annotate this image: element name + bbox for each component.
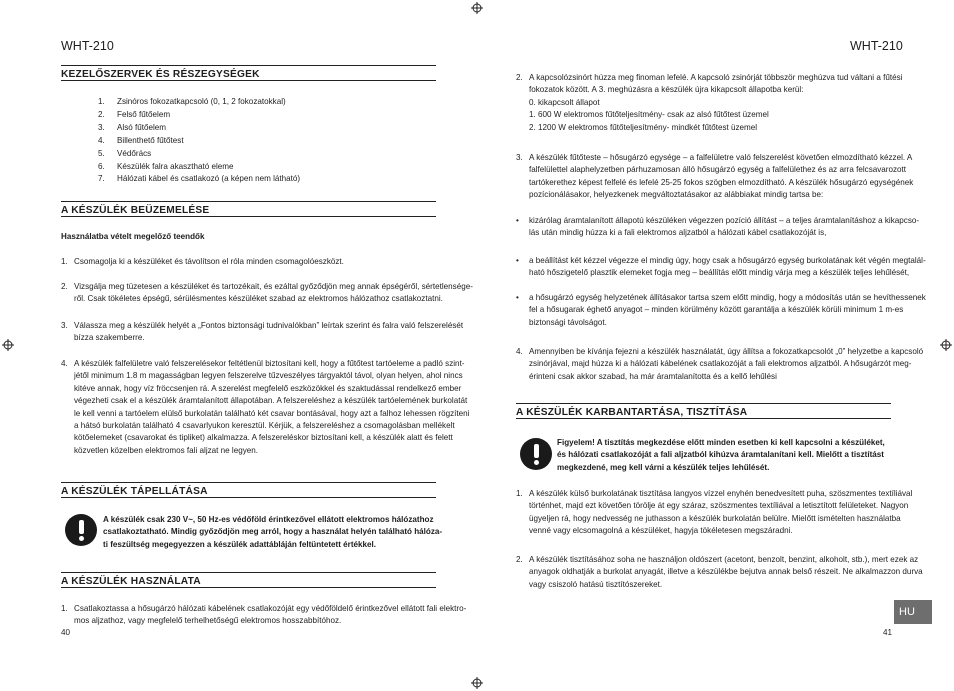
list-item-number: 6.	[98, 161, 105, 171]
list-item-text: Készülék falra akasztható eleme	[117, 161, 234, 171]
setup-step-line: kitéve annak, hogy víz fröccsenjen rá. A szerelést megfelelő eszközökkel és szaktudással rendelkező ember	[74, 383, 462, 393]
bullet-line: a hősugárzó egység helyzetének állításakor tartsa szem előtt mindig, hogy a módosítás után se hevíthessenek	[529, 293, 926, 302]
list-item-number: 5.	[98, 148, 105, 158]
list-item-text: Hálózati kábel és csatlakozó (a képen nem látható)	[117, 174, 301, 184]
usage-step-number: 3.	[516, 153, 523, 162]
warning-line: Figyelem! A tisztítás megkezdése előtt minden esetben ki kell kapcsolni a készüléket,	[557, 438, 885, 447]
bullet-line: lás után mindig húzza ki a fali elektromos aljzatból a hálózati kábel csatlakozóját is,	[529, 228, 827, 238]
usage-step-line: mos aljzathoz, vagy megfelelő terhelhetőségű elektromos hosszabbítóhoz.	[74, 616, 342, 626]
setup-step-line: Csomagolja ki a készüléket és távolítson el róla minden csomagolóeszközt.	[74, 257, 344, 266]
page-number-right: 41	[883, 628, 893, 637]
maintenance-step-line: A készülék külső burkolatának tisztítása langyos vízzel enyhén benedvesített puha, szöszmentes textíliával	[529, 489, 913, 498]
bullet-icon: •	[516, 293, 519, 302]
setup-step-line: le kell venni a tartóelem elülső burkolatán található két csavar bontásával, hogy azt a falhoz lehessen rögzíteni	[74, 408, 470, 418]
bullet-line: a beállítást két kézzel végezze el mindig úgy, hogy csak a hősugárzó egység burkolatának két végén megtalál-	[529, 256, 926, 265]
bullet-line: fel a hősugarak éghető anyagot – minden körülmény között garantálja a készülék körüli minimum 1 m-es	[529, 305, 904, 315]
setup-step-number: 1.	[61, 257, 68, 266]
registration-mark-icon	[471, 2, 483, 14]
usage-step-line: 2. 1200 W elektromos fűtőteljesítmény- mindkét fűtőtest üzemel	[529, 122, 758, 132]
section-heading-power: A KÉSZÜLÉK TÁPELLÁTÁSA	[61, 482, 436, 498]
bullet-icon: •	[516, 256, 519, 265]
usage-step-line: falfelülettel alaphelyzetben párhuzamosan álló hősugárzó egység a falfelülethez és az arra felcsavarozott	[529, 165, 907, 175]
setup-step-line: végezheti csak el a készülék áramtalanított állapotában. A felszereléshez a készülék tartóelemének burkolatát	[74, 396, 468, 406]
maintenance-step-line: vagy csiszoló hatású tisztítószereket.	[529, 579, 663, 589]
left-model-title: WHT-210	[61, 39, 114, 53]
warning-line: és hálózati csatlakozóját a fali aljzatból kihúzva áramtalanítani kell. Mielőtt a tisztítást	[557, 450, 884, 460]
usage-step-line: 1. 600 W elektromos fűtőteljesítmény- csak az alsó fűtőtest üzemel	[529, 110, 769, 120]
bullet-line: ható hőszigetelő plasztik elemeket fogja meg – beállítás előtt mindig várja meg a készülék teljes lehűlését,	[529, 268, 910, 278]
bullet-line: biztonsági távolságot.	[529, 317, 607, 327]
warning-line: megkezdené, meg kell várni a készülék teljes lehűlését.	[557, 462, 770, 472]
usage-step-line: Amennyiben be kívánja fejezni a készülék használatát, úgy állítsa a fokozatkapcsolót „0” helyzetbe a kapcsoló	[529, 347, 924, 356]
usage-step-line: fokozatok között. A 3. meghúzásra a készülék újra kikapcsolt állapotba kerül:	[529, 85, 804, 95]
maintenance-step-number: 1.	[516, 489, 523, 498]
setup-step-number: 3.	[61, 321, 68, 330]
list-item-number: 7.	[98, 174, 105, 184]
setup-step-line: Válassza meg a készülék helyét a „Fontos biztonsági tudnivalókban” leírtak szerint és falra való felszerelését	[74, 321, 464, 330]
list-item-number: 1.	[98, 97, 105, 106]
setup-step-line: ről. Csak tökéletes épségű, sérülésmentes készüléket szabad az elektromos hálózathoz csatlakoztatni.	[74, 294, 443, 304]
page-number-left: 40	[61, 628, 71, 637]
setup-step-line: jétől minimum 1.8 m magasságban legyen felszerelve tűzveszélyes tárgyaktól távol, olyan helyen, ahol nincs	[74, 371, 463, 381]
registration-mark-icon	[940, 339, 952, 351]
bullet-icon: •	[516, 216, 519, 225]
setup-step-line: a hátsó burkolatán található 4 csavarlyukon keresztül. Kérjük, a felszereléshez a csomagolásban mellékelt	[74, 421, 455, 430]
maintenance-step-number: 2.	[516, 555, 523, 564]
warning-line: csatlakoztatható. Mindig győződjön meg arról, hogy a használat helyén található hálóza-	[103, 527, 443, 537]
list-item-text: Védőrács	[117, 148, 152, 158]
maintenance-step-line: anyagok oldhatják a burkolat anyagát, illetve a készülékbe bejutva annak belső részeit. Ne alkalmazzon durva	[529, 567, 923, 577]
setup-step-line: kötőelemeket (csavarokat és tipliket) alkalmazza. A felszereléskor biztosítani kell, a készülék alatt és felett	[74, 433, 453, 443]
section-heading-controls: KEZELŐSZERVEK ÉS RÉSZEGYSÉGEK	[61, 65, 436, 81]
setup-step-line: bízza szakemberre.	[74, 333, 145, 343]
usage-step-line: 0. kikapcsolt állapot	[529, 97, 600, 107]
maintenance-step-line: ügyeljen rá, hogy nedvesség ne juthasson a készülék burkolatán belülre. Mielőtt ismételten használatba	[529, 513, 901, 523]
list-item-text: Zsinóros fokozatkapcsoló (0, 1, 2 fokozatokkal)	[117, 97, 286, 106]
maintenance-step-line: venné vagy elcsomagolná a készüléket, hagyja tökéletesen megszáradni.	[529, 526, 793, 536]
registration-mark-icon	[471, 677, 483, 689]
language-tab: HU	[894, 600, 932, 624]
registration-mark-icon	[2, 339, 14, 351]
right-model-title: WHT-210	[850, 39, 903, 53]
usage-step-line: A készülék fűtőteste – hősugárzó egysége – a falfelületre való felszerelést követően elmozdítható kézzel. A	[529, 153, 913, 162]
section-heading-setup: A KÉSZÜLÉK BEÜZEMELÉSE	[61, 201, 436, 217]
list-item-number: 3.	[98, 122, 105, 132]
setup-step-number: 4.	[61, 359, 68, 368]
maintenance-step-line: történhet, majd ezt követően törölje át egy száraz, szöszmentes textíliával a letisztított felületeket. Nagyon	[529, 501, 909, 511]
list-item-text: Billenthető fűtőtest	[117, 135, 184, 145]
warning-line: ti feszültség megegyezzen a készülék adattábláján feltüntetett értékkel.	[103, 539, 377, 549]
setup-subtitle: Használatba vételt megelőző teendők	[61, 232, 205, 241]
usage-step-line: A kapcsolózsinórt húzza meg finoman lefelé. A kapcsoló zsinórját többször meghúzva tud váltani a fűtési	[529, 73, 903, 82]
setup-step-number: 2.	[61, 282, 68, 291]
warning-icon	[65, 514, 97, 546]
list-item-number: 4.	[98, 135, 105, 145]
warning-icon	[520, 438, 552, 470]
list-item-number: 2.	[98, 109, 105, 119]
usage-step-line: pozícionálásakor, helyezkenek megváltoztatásakor az alábbiakat mindig tartsa be:	[529, 190, 824, 200]
usage-step-line: tartókerethez képest felfelé és lefelé 25-25 fokos szögben elmozdítható. A készülék hősugárzó egységének	[529, 177, 914, 187]
list-item-text: Alsó fűtőelem	[117, 122, 167, 132]
section-heading-maintenance: A KÉSZÜLÉK KARBANTARTÁSA, TISZTÍTÁSA	[516, 403, 891, 419]
setup-step-line: Vizsgálja meg tüzetesen a készüléket és tartozékait, és ezáltal győződjön meg annak épségéről, sértetlensége-	[74, 282, 473, 291]
usage-step-line: Csatlakoztassa a hősugárzó hálózati kábelének csatlakozóját egy védőföldelő érintkezővel ellátott fali elektro-	[74, 604, 467, 613]
setup-step-line: közvetlen közelben elektromos fali aljzat ne legyen.	[74, 445, 259, 455]
maintenance-step-line: A készülék tisztításához soha ne használjon oldószert (acetont, benzolt, benzint, alkoholt, stb.), mert ezek az	[529, 555, 919, 564]
bullet-line: kizárólag áramtalanított állapotú készüléken végezzen pozíció állítást – a teljes áramtalanításhoz a kikapcso-	[529, 216, 920, 225]
section-heading-usage: A KÉSZÜLÉK HASZNÁLATA	[61, 572, 436, 588]
usage-step-number: 1.	[61, 604, 68, 613]
usage-step-line: zsinórjával, majd húzza ki a hálózati kábelének csatlakozóját a fali elektromos aljzatból. A hősugárzót meg-	[529, 359, 912, 369]
usage-step-number: 4.	[516, 347, 523, 356]
usage-step-number: 2.	[516, 73, 523, 82]
warning-line: A készülék csak 230 V~, 50 Hz-es védőföld érintkezővel ellátott elektromos hálózathoz	[103, 515, 434, 524]
setup-step-line: A készülék falfelületre való felszerelésekor feltétlenül biztosítani kell, hogy a fűtőtest tartóeleme a padló szint-	[74, 359, 465, 368]
usage-step-line: érinteni csak akkor szabad, ha már áramtalanította és a kellő lehűlési	[529, 371, 777, 381]
list-item-text: Felső fűtőelem	[117, 109, 171, 119]
